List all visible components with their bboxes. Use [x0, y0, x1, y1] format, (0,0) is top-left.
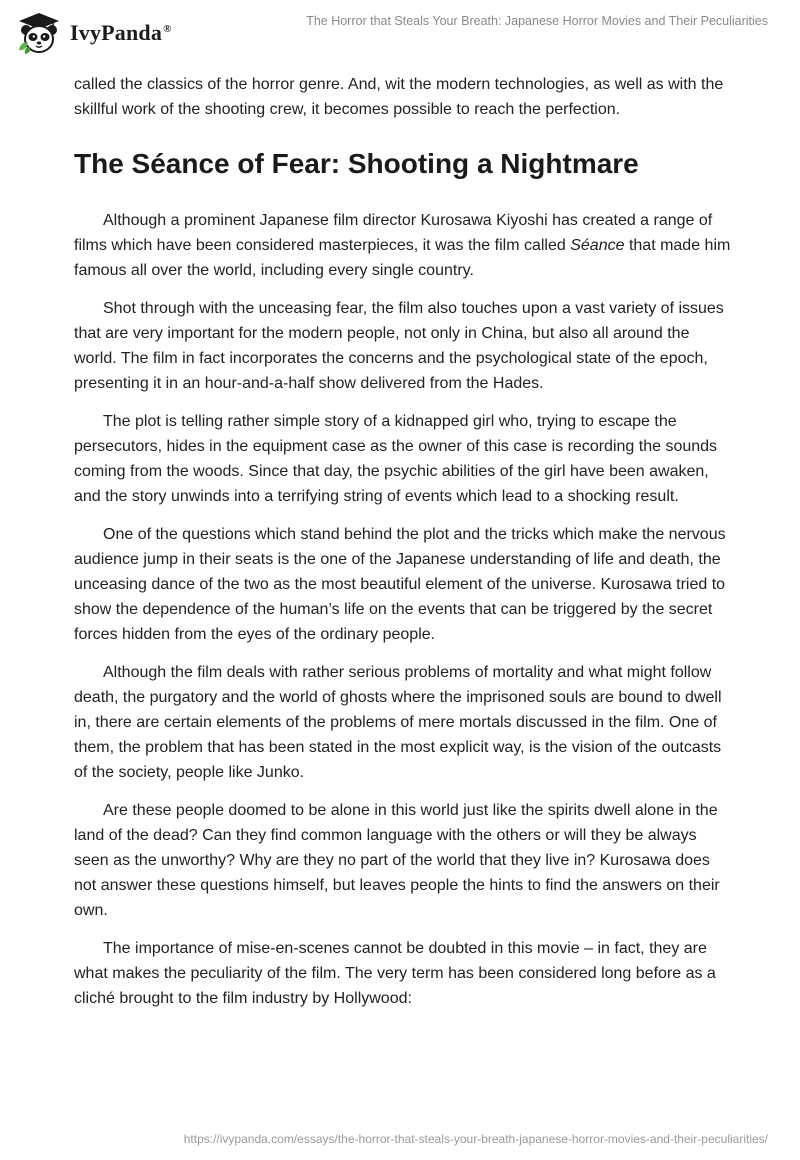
- source-url[interactable]: https://ivypanda.com/essays/the-horror-that-steals-your-breath-japanese-horror-movies-and-their-peculiarities/: [183, 1132, 768, 1146]
- paragraph-5: Although the film deals with rather serious problems of mortality and what might follow death, the purgatory and the world of ghosts where the imprisoned souls are bound to dwell in, there are certain elements of the problems of mere mortals discussed in the film. One of them, the problem that has been stated in the most explicit way, is the vision of the outcasts of the society, people like Junko.: [74, 664, 722, 781]
- logo-text: IvyPanda®: [70, 20, 172, 45]
- paragraph-6: Are these people doomed to be alone in this world just like the spirits dwell alone in the land of the dead? Can they find common language with the others or will they be always seen as the unworthy? Why are they no part of the world that they live in? Kurosawa does not answer these questions himself, but leaves people the hints to find the answers on their own.: [74, 802, 720, 919]
- page-header: [0, 0, 800, 70]
- section-heading: The Séance of Fear: Shooting a Nightmare: [74, 148, 639, 179]
- ivypanda-logo[interactable]: [16, 10, 172, 56]
- paragraph-3: The plot is telling rather simple story of a kidnapped girl who, trying to escape the persecutors, hides in the equipment case as the owner of this case is recording the sounds coming from the woods. Since that day, the psychic abilities of the girl have been awaken, and the story unwinds into a terrifying string of events which lead to a shocking result.: [74, 413, 718, 505]
- intro-paragraph: called the classics of the horror genre. And, wit the modern technologies, as well as with the skillful work of the shooting crew, it becomes possible to reach the perfection.: [74, 76, 724, 118]
- paragraph-1: Although a prominent Japanese film director Kurosawa Kiyoshi has created a range of films which have been considered masterpieces, it was the film called Séance that made him famous all over the world, including every single country.: [74, 212, 731, 279]
- paragraph-7: The importance of mise-en-scenes cannot be doubted in this movie – in fact, they are what makes the peculiarity of the film. The very term has been considered long before as a cliché brought to the film industry by Hollywood:: [74, 940, 716, 1007]
- paragraph-4: One of the questions which stand behind the plot and the tricks which make the nervous audience jump in their seats is the one of the Japanese understanding of life and death, the unceasing dance of the two as the most beautiful element of the universe. Kurosawa tried to show the dependence of the human’s life on the events that can be triggered by the secret forces hidden from the eyes of the ordinary people.: [74, 526, 726, 643]
- document-title: The Horror that Steals Your Breath: Japanese Horror Movies and Their Peculiarities: [306, 14, 768, 28]
- article-body: [74, 72, 734, 1024]
- paragraph-2: Shot through with the unceasing fear, the film also touches upon a vast variety of issues that are very important for the modern people, not only in China, but also all around the world. The film in fact incorporates the concerns and the psychological state of the epoch, presenting it in an hour-and-a-half show delivered from the Hades.: [74, 300, 724, 392]
- registered-mark: ®: [163, 22, 172, 35]
- panda-graduation-cap-icon: [16, 10, 62, 56]
- film-title-emphasis: Séance: [570, 237, 625, 254]
